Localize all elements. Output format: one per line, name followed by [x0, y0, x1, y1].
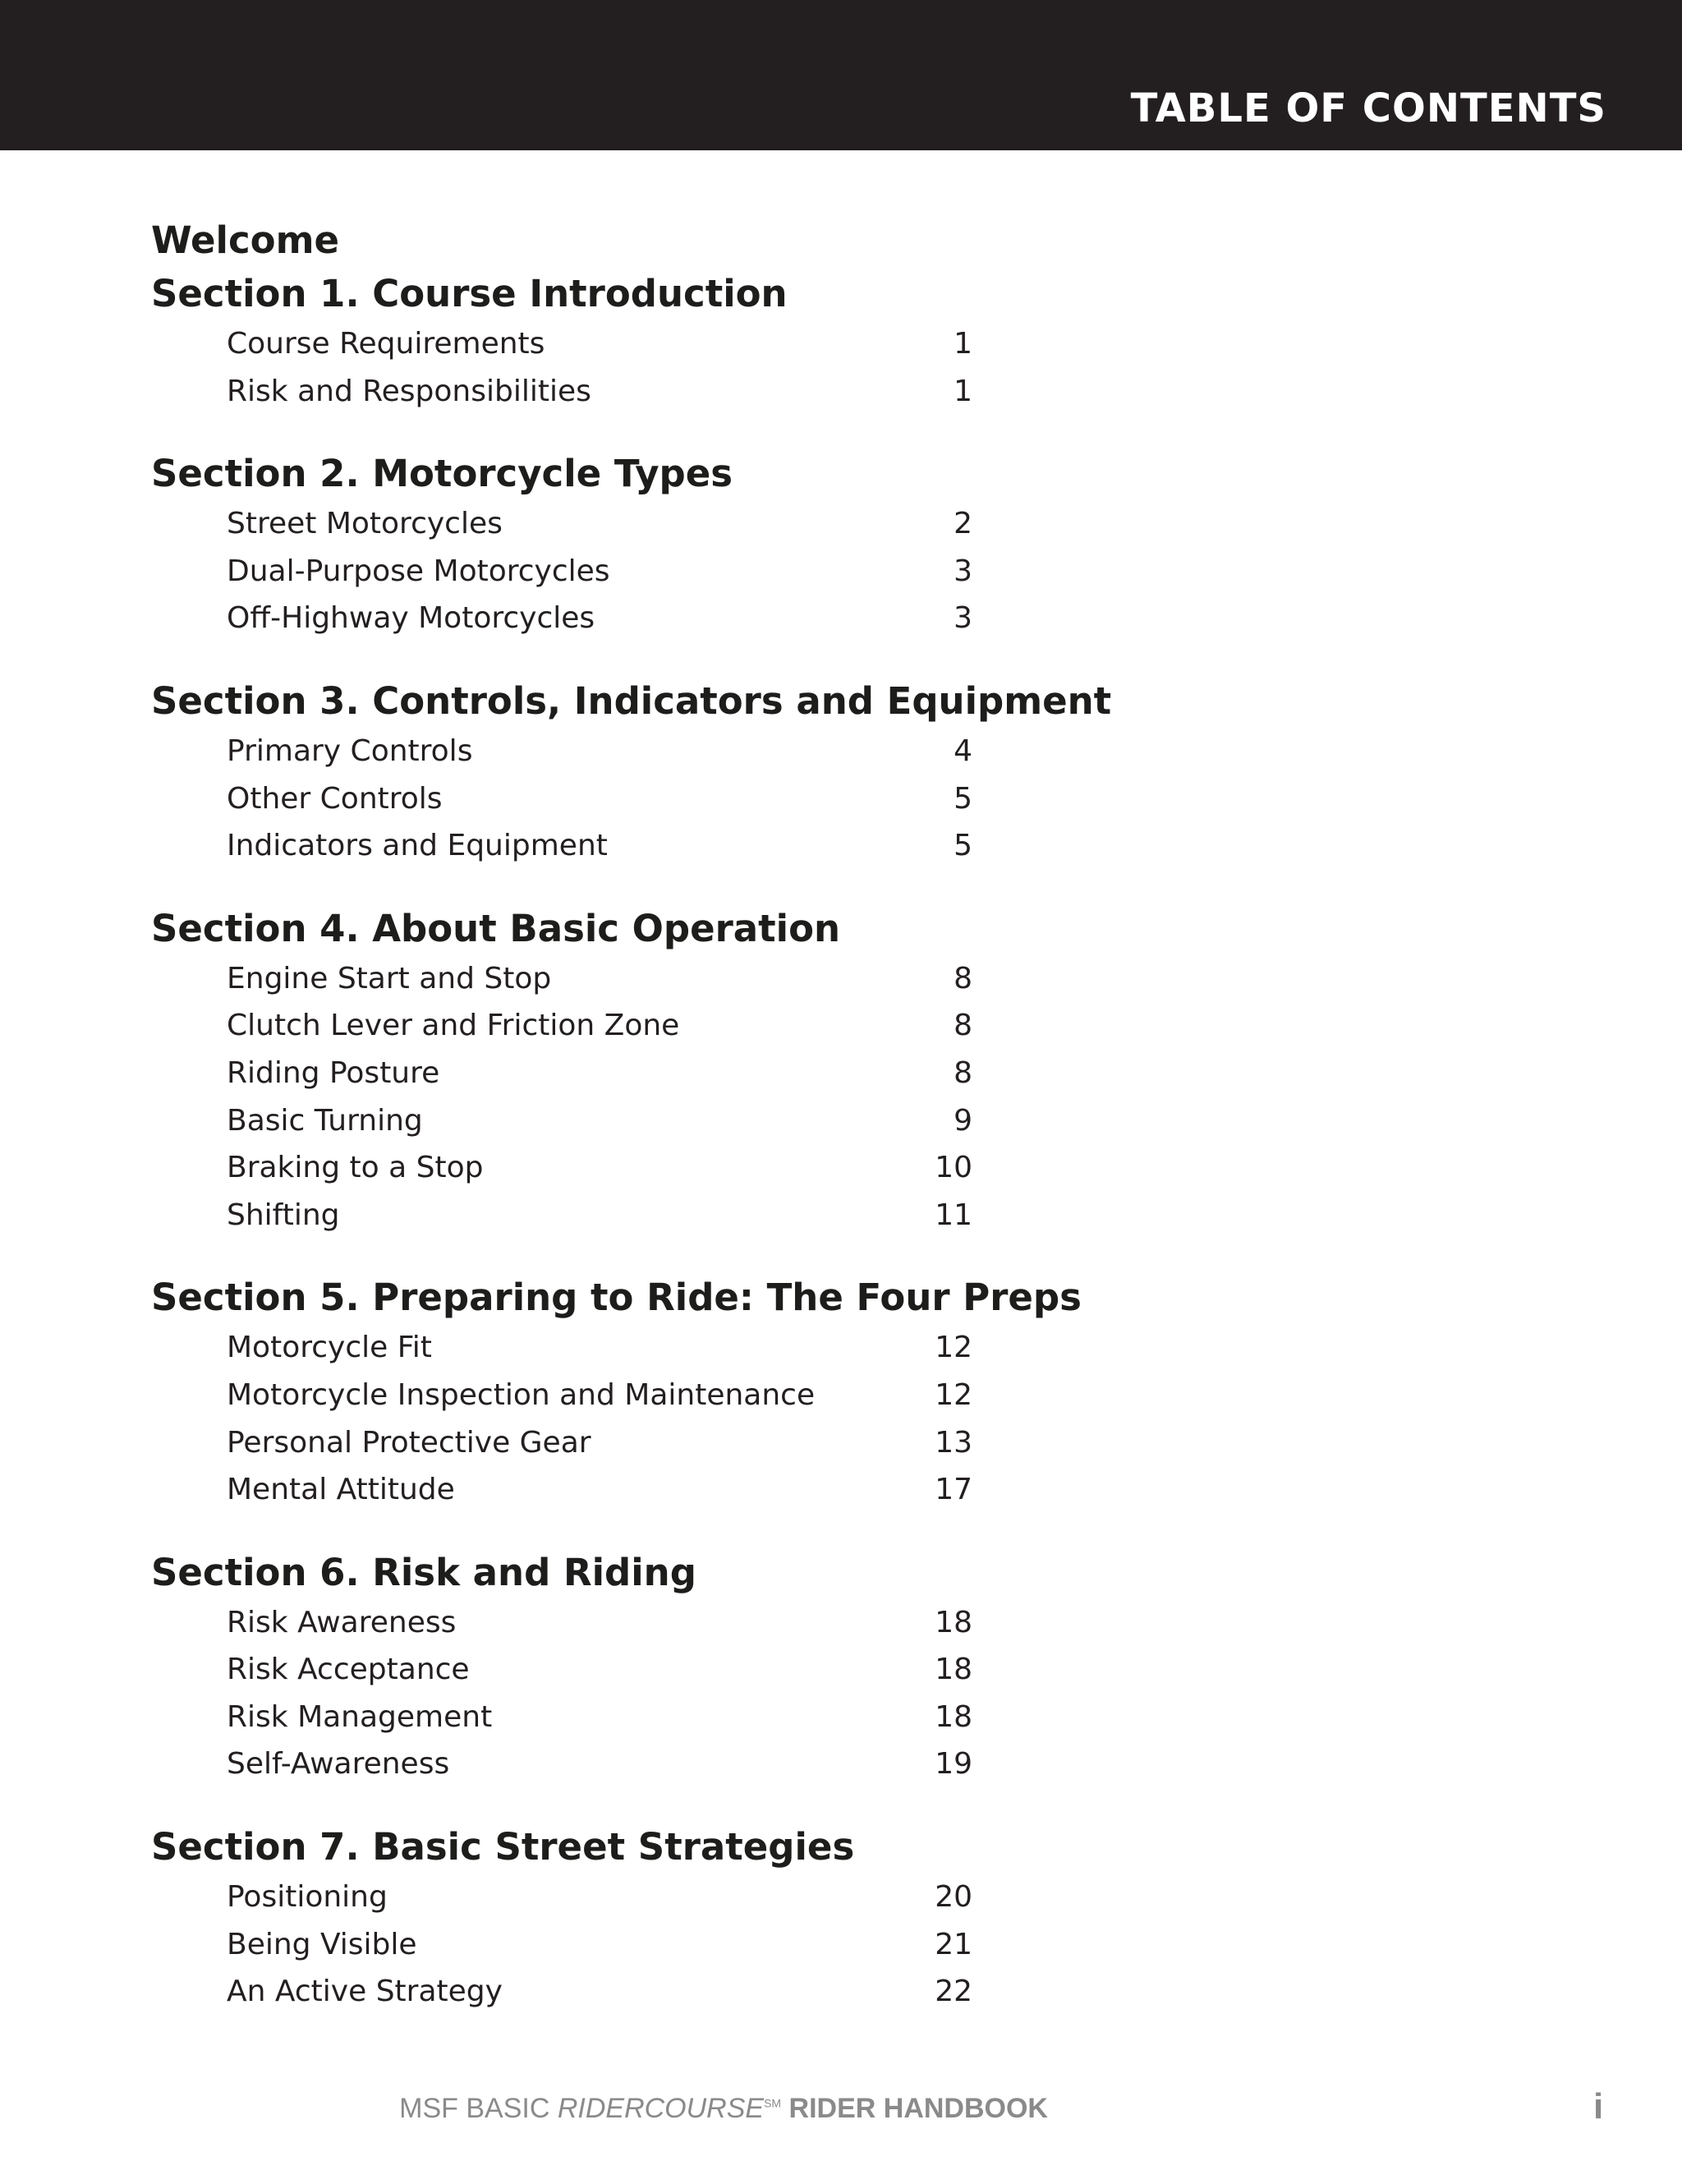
toc-entry-page-number: 10 — [935, 1151, 972, 1185]
toc-section — [151, 675, 1112, 870]
toc-entry-label: Risk Management — [227, 1699, 493, 1734]
toc-entry-label: Braking to a Stop — [227, 1151, 484, 1185]
toc-entry-page-number: 8 — [954, 961, 972, 995]
toc-entry-label: An Active Strategy — [227, 1975, 503, 2009]
toc-entry-page-number: 1 — [954, 374, 972, 408]
toc-entry-page-number: 13 — [935, 1425, 972, 1460]
footer-service-mark: SM — [764, 2096, 782, 2110]
toc-entry[interactable] — [151, 1372, 1055, 1419]
toc-entry-page-number: 12 — [935, 1331, 972, 1365]
toc-entry-page-number: 21 — [935, 1927, 972, 1961]
toc-entry[interactable] — [151, 320, 1055, 368]
toc-entry-page-number: 3 — [954, 554, 972, 588]
page-number: i — [1593, 2086, 1604, 2127]
toc-entry[interactable] — [151, 1002, 1055, 1050]
toc-entry-label: Personal Protective Gear — [227, 1425, 591, 1460]
toc-section-heading[interactable]: Section 3. Controls, Indicators and Equipment — [151, 678, 1112, 723]
toc-entry[interactable] — [151, 1740, 1055, 1788]
toc-entry[interactable] — [151, 1419, 1055, 1467]
toc-entry-label: Shifting — [227, 1198, 340, 1232]
table-of-contents — [151, 214, 1112, 2048]
toc-entry[interactable] — [151, 548, 1055, 595]
toc-entry[interactable] — [151, 1694, 1055, 1741]
toc-entry[interactable] — [151, 955, 1055, 1003]
toc-entry-label: Riding Posture — [227, 1055, 440, 1090]
toc-entry-label: Indicators and Equipment — [227, 829, 608, 863]
toc-entry-page-number: 1 — [954, 327, 972, 361]
toc-entry[interactable] — [151, 1144, 1055, 1192]
toc-entry-page-number: 12 — [935, 1377, 972, 1412]
toc-entry[interactable] — [151, 595, 1055, 642]
toc-entry-label: Self-Awareness — [227, 1747, 450, 1782]
toc-entry-page-number: 18 — [935, 1653, 972, 1687]
toc-section-heading[interactable]: Section 5. Preparing to Ride: The Four Preps — [151, 1276, 1082, 1320]
toc-entry-page-number: 20 — [935, 1880, 972, 1915]
footer-ridercourse: RIDERCOURSE — [557, 2093, 765, 2124]
toc-entry-label: Other Controls — [227, 781, 443, 816]
toc-entry[interactable] — [151, 1097, 1055, 1145]
toc-entry[interactable] — [151, 1466, 1055, 1514]
toc-entry-label: Basic Turning — [227, 1103, 423, 1138]
toc-entry-page-number: 5 — [954, 781, 972, 816]
toc-entry[interactable] — [151, 1874, 1055, 1921]
toc-entry-label: Mental Attitude — [227, 1473, 455, 1507]
footer — [0, 2093, 1048, 2125]
toc-entry[interactable] — [151, 775, 1055, 823]
toc-entry-label: Dual-Purpose Motorcycles — [227, 554, 610, 588]
toc-entry-page-number: 8 — [954, 1009, 972, 1043]
toc-entry-label: Course Requirements — [227, 327, 545, 361]
toc-entry-label: Risk and Responsibilities — [227, 374, 591, 408]
toc-entry-page-number: 2 — [954, 507, 972, 541]
toc-entry-label: Primary Controls — [227, 733, 473, 768]
footer-prefix: MSF BASIC — [399, 2093, 558, 2124]
toc-entry-page-number: 18 — [935, 1699, 972, 1734]
toc-entry-label: Positioning — [227, 1880, 388, 1915]
toc-section — [151, 448, 1055, 642]
toc-entry-page-number: 19 — [935, 1747, 972, 1782]
toc-entry-page-number: 5 — [954, 829, 972, 863]
toc-sections — [151, 268, 1112, 2016]
toc-section-heading[interactable]: Section 2. Motorcycle Types — [151, 452, 733, 496]
toc-section — [151, 1271, 1082, 1513]
footer-handbook: RIDER HANDBOOK — [781, 2093, 1048, 2124]
toc-section — [151, 903, 1055, 1239]
toc-entry-label: Engine Start and Stop — [227, 961, 552, 995]
toc-entry-page-number: 22 — [935, 1975, 972, 2009]
toc-section-heading[interactable]: Section 1. Course Introduction — [151, 272, 788, 315]
toc-entry[interactable] — [151, 500, 1055, 548]
toc-section-heading[interactable]: Section 7. Basic Street Strategies — [151, 1825, 855, 1869]
toc-entry-label: Risk Acceptance — [227, 1653, 470, 1687]
toc-entry-page-number: 11 — [935, 1198, 972, 1232]
toc-entry-label: Being Visible — [227, 1927, 417, 1961]
toc-entry[interactable] — [151, 1646, 1055, 1694]
toc-entry[interactable] — [151, 1192, 1055, 1239]
toc-entry-label: Risk Awareness — [227, 1605, 457, 1639]
toc-entry[interactable] — [151, 728, 1055, 775]
toc-section-heading[interactable]: Section 4. About Basic Operation — [151, 906, 841, 950]
toc-entry[interactable] — [151, 368, 1055, 416]
toc-welcome-heading[interactable]: Welcome — [151, 218, 339, 262]
toc-entry-label: Motorcycle Fit — [227, 1331, 432, 1365]
toc-section-heading[interactable]: Section 6. Risk and Riding — [151, 1550, 696, 1594]
toc-entry[interactable] — [151, 822, 1055, 870]
toc-entry[interactable] — [151, 1599, 1055, 1647]
toc-entry[interactable] — [151, 1324, 1055, 1372]
toc-entry-label: Off-Highway Motorcycles — [227, 601, 595, 636]
toc-section — [151, 1547, 1055, 1788]
toc-entry-label: Motorcycle Inspection and Maintenance — [227, 1377, 816, 1412]
page-title: TABLE OF CONTENTS — [1130, 85, 1606, 131]
toc-entry-page-number: 3 — [954, 601, 972, 636]
toc-entry[interactable] — [151, 1968, 1055, 2016]
toc-entry-page-number: 9 — [954, 1103, 972, 1138]
toc-entry-label: Clutch Lever and Friction Zone — [227, 1009, 680, 1043]
toc-section — [151, 1821, 1055, 2016]
toc-entry-page-number: 4 — [954, 733, 972, 768]
toc-entry-page-number: 18 — [935, 1605, 972, 1639]
toc-entry-page-number: 8 — [954, 1055, 972, 1090]
toc-entry-label: Street Motorcycles — [227, 507, 503, 541]
toc-section — [151, 268, 1055, 415]
toc-entry[interactable] — [151, 1050, 1055, 1097]
toc-entry[interactable] — [151, 1921, 1055, 1969]
toc-entry-page-number: 17 — [935, 1473, 972, 1507]
